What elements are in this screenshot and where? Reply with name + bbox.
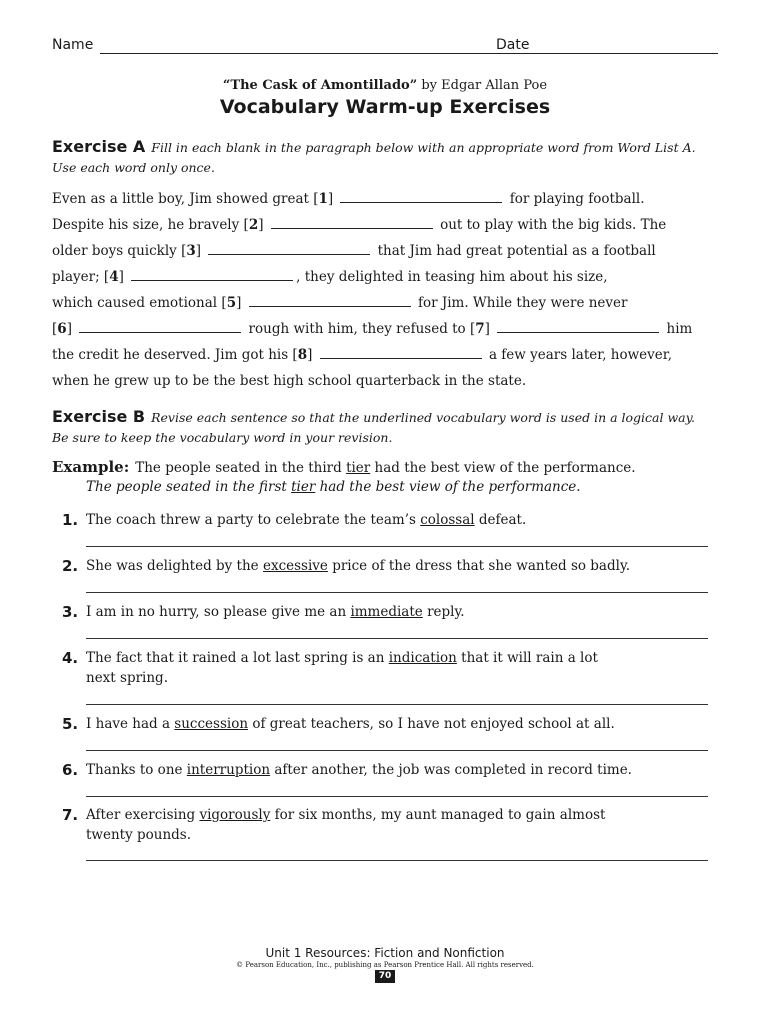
item-sentence: After exercising vigorously for six months, my aunt managed to gain almost twenty pounds.: [86, 807, 606, 843]
footer-resources: Unit 1 Resources: Fiction and Nonfiction: [265, 946, 505, 960]
paragraph-line: older boys quickly [3] that Jim had great potential as a football: [52, 240, 656, 262]
item-number: 4.: [62, 649, 79, 667]
item-sentence: I am in no hurry, so please give me an immediate reply.: [86, 604, 465, 620]
name-field[interactable]: [100, 53, 536, 54]
footer-copyright: © Pearson Education, Inc., publishing as Pearson Prentice Hall. All rights reserved.: [236, 961, 534, 969]
exercise-b-heading: [52, 407, 712, 448]
blank-2[interactable]: [271, 214, 433, 229]
date-label: Date: [496, 37, 530, 53]
paragraph-line: when he grew up to be the best high school quarterback in the state.: [52, 373, 527, 389]
vocab-word: indication: [388, 650, 457, 666]
example-label: Example:: [52, 458, 130, 476]
answer-line-2[interactable]: [86, 592, 708, 593]
vocab-word: tier: [291, 479, 316, 495]
name-label: Name: [52, 37, 94, 53]
item-number: 7.: [62, 806, 79, 824]
page-title: Vocabulary Warm-up Exercises: [219, 96, 551, 118]
blank-5[interactable]: [249, 292, 411, 307]
blank-7[interactable]: [497, 318, 659, 333]
exercise-b-label: Exercise B: [52, 407, 146, 426]
item-sentence: Thanks to one interruption after another, the job was completed in record time.: [86, 762, 632, 778]
story-title: “The Cask of Amontillado”: [222, 78, 418, 93]
vocab-word: tier: [346, 460, 371, 476]
blank-8[interactable]: [320, 344, 482, 359]
item-sentence: The coach threw a party to celebrate the team’s colossal defeat.: [86, 512, 527, 528]
answer-line-5[interactable]: [86, 750, 708, 751]
date-field[interactable]: [536, 53, 718, 54]
item-sentence: She was delighted by the excessive price of the dress that she wanted so badly.: [86, 558, 631, 574]
item-sentence: I have had a succession of great teachers, so I have not enjoyed school at all.: [86, 716, 615, 732]
exercise-a-heading: [52, 137, 712, 178]
answer-line-1[interactable]: [86, 546, 708, 547]
blank-4[interactable]: [131, 266, 293, 281]
answer-line-3[interactable]: [86, 638, 708, 639]
paragraph-line: the credit he deserved. Jim got his [8] a few years later, however,: [52, 344, 672, 366]
vocab-word: succession: [174, 716, 249, 732]
story-subtitle: [0, 78, 770, 93]
exercise-b-instructions: Revise each sentence so that the underlined vocabulary word is used in a logical way. Be sure to keep the vocabulary word in your revision.: [52, 410, 695, 445]
exercise-a-instructions: Fill in each blank in the paragraph below with an appropriate word from Word List A. Use each word only once.: [52, 140, 696, 175]
page-number: 70: [375, 970, 395, 983]
answer-line-4[interactable]: [86, 704, 708, 705]
vocab-word: colossal: [420, 512, 475, 528]
paragraph-line: [6] rough with him, they refused to [7] him: [52, 318, 692, 340]
story-author: by Edgar Allan Poe: [421, 78, 548, 93]
example: [52, 458, 732, 497]
paragraph-line: which caused emotional [5] for Jim. While they were never: [52, 292, 627, 314]
blank-3[interactable]: [208, 240, 370, 255]
item-number: 5.: [62, 715, 79, 733]
vocab-word: vigorously: [199, 807, 271, 823]
blank-1[interactable]: [340, 188, 502, 203]
paragraph-line: Even as a little boy, Jim showed great [1] for playing football.: [52, 188, 645, 210]
exercise-a-label: Exercise A: [52, 137, 146, 156]
vocab-word: excessive: [262, 558, 328, 574]
answer-line-6[interactable]: [86, 796, 708, 797]
answer-line-7[interactable]: [86, 860, 708, 861]
item-number: 3.: [62, 603, 79, 621]
blank-6[interactable]: [79, 318, 241, 333]
item-sentence: The fact that it rained a lot last spring is an indication that it will rain a lot next spring.: [86, 650, 598, 686]
example-sentence: Example: The people seated in the third tier had the best view of the performance.: [52, 458, 636, 476]
vocab-word: interruption: [186, 762, 271, 778]
paragraph-line: Despite his size, he bravely [2] out to play with the big kids. The: [52, 214, 666, 236]
example-answer: The people seated in the first tier had the best view of the performance.: [86, 479, 581, 495]
vocab-word: immediate: [350, 604, 423, 620]
item-number: 2.: [62, 557, 79, 575]
item-number: 1.: [62, 511, 79, 529]
paragraph-line: player; [4] , they delighted in teasing him about his size,: [52, 266, 608, 288]
name-date-row: [52, 37, 718, 57]
item-number: 6.: [62, 761, 79, 779]
